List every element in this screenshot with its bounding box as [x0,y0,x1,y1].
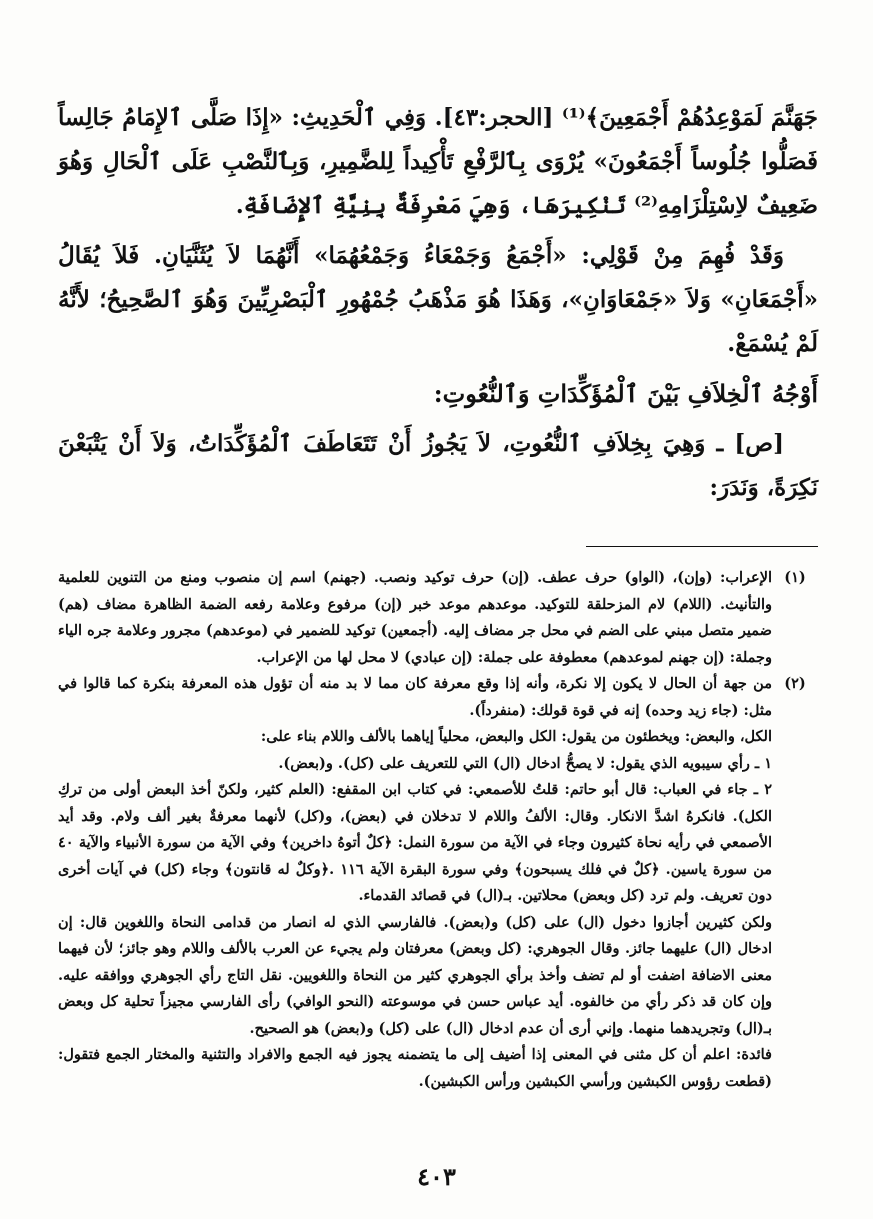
footnote-number: (٢) [784,675,806,692]
extra-line-3: ٢ ـ جاء في العباب: قال أبو حاتم: قلتُ للأصمعي: في كتاب ابن المقفع: (العلم كثير، ولكنّ أخذ البعض أولى من تركِ الكل). فانكرهُ اشدَّ الانكار. وقال: الألفُ واللام لا تدخلان في (بعض)، و(كل) لأنهما معرفةٌ بغير ألف ولام. وقد أيد الأصمعي في رأيه نحاة كثيرون وجاء في الآية من سورة النمل: ﴿كلٌ أتوهُ داخرين﴾ وفي الآية من سورة الأنبياء والآية ٤٠ من سورة ياسين. ﴿كلٌ في فلك يسبحون﴾ وفي سورة البقرة الآية ١١٦ .﴿وكلٌ له قانتون﴾ وجاء (كل) في آيات أخرى دون تعريف. ولم ترد (كل وبعض) محلاتين. بـ(ال) في قصائد القدماء. [58,781,773,904]
extra-line-4: ولكن كثيرين أجازوا دخول (ال) على (كل) و(بعض). فالفارسي الذي له انصار من قدامى النحاة واللغوين قال: إن ادخال (ال) عليهما جائز. وقال الجوهري: (كل وبعض) معرفتان ولم يجيء عن العرب بالألف واللام وهو جائز؛ لأن فيهما معنى الاضافة اضفت أو لم تضف وأخذ برأي الجوهري كثير من النحاة واللغويين. نقل التاج رأي الجوهري ووافقه عليه. وإن كان قد ذكر رأي من خالفوه. أيد عباس حسن في موسوعته (النحو الوافي) رأى الفارسي مجيزاً تحلية كل وبعض بـ(ال) وتجريدهما منهما. وإني أرى أن عدم ادخال (ال) على (كل) و(بعض) هو الصحيح. [58,913,772,1037]
footnotes [58,565,818,1095]
footnote-2 [58,671,818,1095]
footnote-text: من جهة أن الحال لا يكون إلا نكرة، وأنه إذا وقع معرفة كان مما لا بد منه أن تؤول هذه المعرفة بنكرة كما قالوا في مثل: (جاء زيد وحده) إنه في قوة قولك: (منفرداً). [58,675,772,719]
footnote-1 [58,565,818,671]
footnote-number: (١) [784,569,806,586]
extra-line-1: الكل، والبعض: ويخطئون من يقول: الكل والبعض، محلياً إياهما بالألف واللام بناء على: [260,728,772,745]
main-paragraph-2: وَقَدْ فُهِمَ مِنْ قَوْلِي: «أَجْمَعُ وَجَمْعَاءُ وَجَمْعُهُمَا» أَنَّهُمَا لاَ يُثَنَّيَانِ. فَلاَ يُقَالُ «أَجْمَعَانِ» وَلاَ «جَمْعَاوَانِ»، وَهَذَا هُوَ مَذْهَبُ جُمْهُورِ ٱلْبَصْرِيِّينَ وَهُوَ ٱلصَّحِيحُ؛ لأَنَّهُ لَمْ يُسْمَعْ. [58,242,818,357]
main-paragraph-1: جَهَنَّمَ لَمَوْعِدُهُمْ أَجْمَعِينَ﴾⁽¹⁾ [الحجر:٤٣]. وَفِي ٱلْحَدِيثِ: «إِذَا صَلَّى ٱلإِمَامُ جَالِساً فَصَلُّوا جُلُوساً أَجْمَعُونَ» يُرْوَى بِٱلرَّفْعِ تَأْكِيداً لِلضَّمِيرِ، وَبِٱلنَّصْبِ عَلَى ٱلْحَالِ وَهُوَ ضَعِيفٌ لاِسْتِلْزَامِهِ⁽²⁾ تَنْكِيرَهَا، وَهِيَ مَعْرِفَةٌ بِنِيَّةِ ٱلإِضَافَةِ. [58,104,819,219]
main-text [58,96,818,510]
book-page [58,96,818,1206]
extra-line-2: ١ ـ رأي سيبويه الذي يقول: لا يصحُّ ادخال (ال) التي للتعريف على (كل). و(بعض). [278,754,772,772]
section-heading: أَوْجُهُ ٱلْخِلاَفِ بَيْنَ ٱلْمُؤَكِّدَاتِ وَٱلنُّعُوتِ: [433,379,818,408]
main-paragraph-3: [ص] ـ وَهِيَ بِخِلاَفِ ٱلنُّعُوتِ، لاَ يَجُوزُ أَنْ تَتَعَاطَفَ ٱلْمُؤَكِّدَاتُ، وَلاَ أَنْ يَتْبَعْنَ نَكِرَةً، وَنَدَرَ: [58,430,818,501]
footnote-extra [58,724,772,1095]
footnote-divider [586,546,818,547]
page-number: ٤٠٣ [417,1162,456,1191]
extra-line-5: فائدة: اعلم أن كل مثنى في المعنى إذا أضيف إلى ما يتضمنه يجوز فيه الجمع والافراد والتثنية والمختار الجمع فتقول: (قطعت رؤوس الكبشين ورأسي الكبشين ورأس الكبشين). [58,1046,772,1090]
footnote-text: الإعراب: (وإن)، (الواو) حرف عطف. (إن) حرف توكيد ونصب. (جهنم) اسم إن منصوب ومنع من التنوين للعلمية والتأنيث. (اللام) لام المزحلقة للتوكيد. موعدهم موعد خبر (إن) مرفوع وعلامة رفعه الضمة الظاهرة مضاف (هم) ضمير متصل مبني على الضم في محل جر مضاف إليه. (أجمعين) توكيد للضمير في (موعدهم) مجرور وعلامة جره الياء وجملة: (إن جهنم لموعدهم) معطوفة على جملة: (إن عبادي) لا محل لها من الإعراب. [58,569,772,666]
